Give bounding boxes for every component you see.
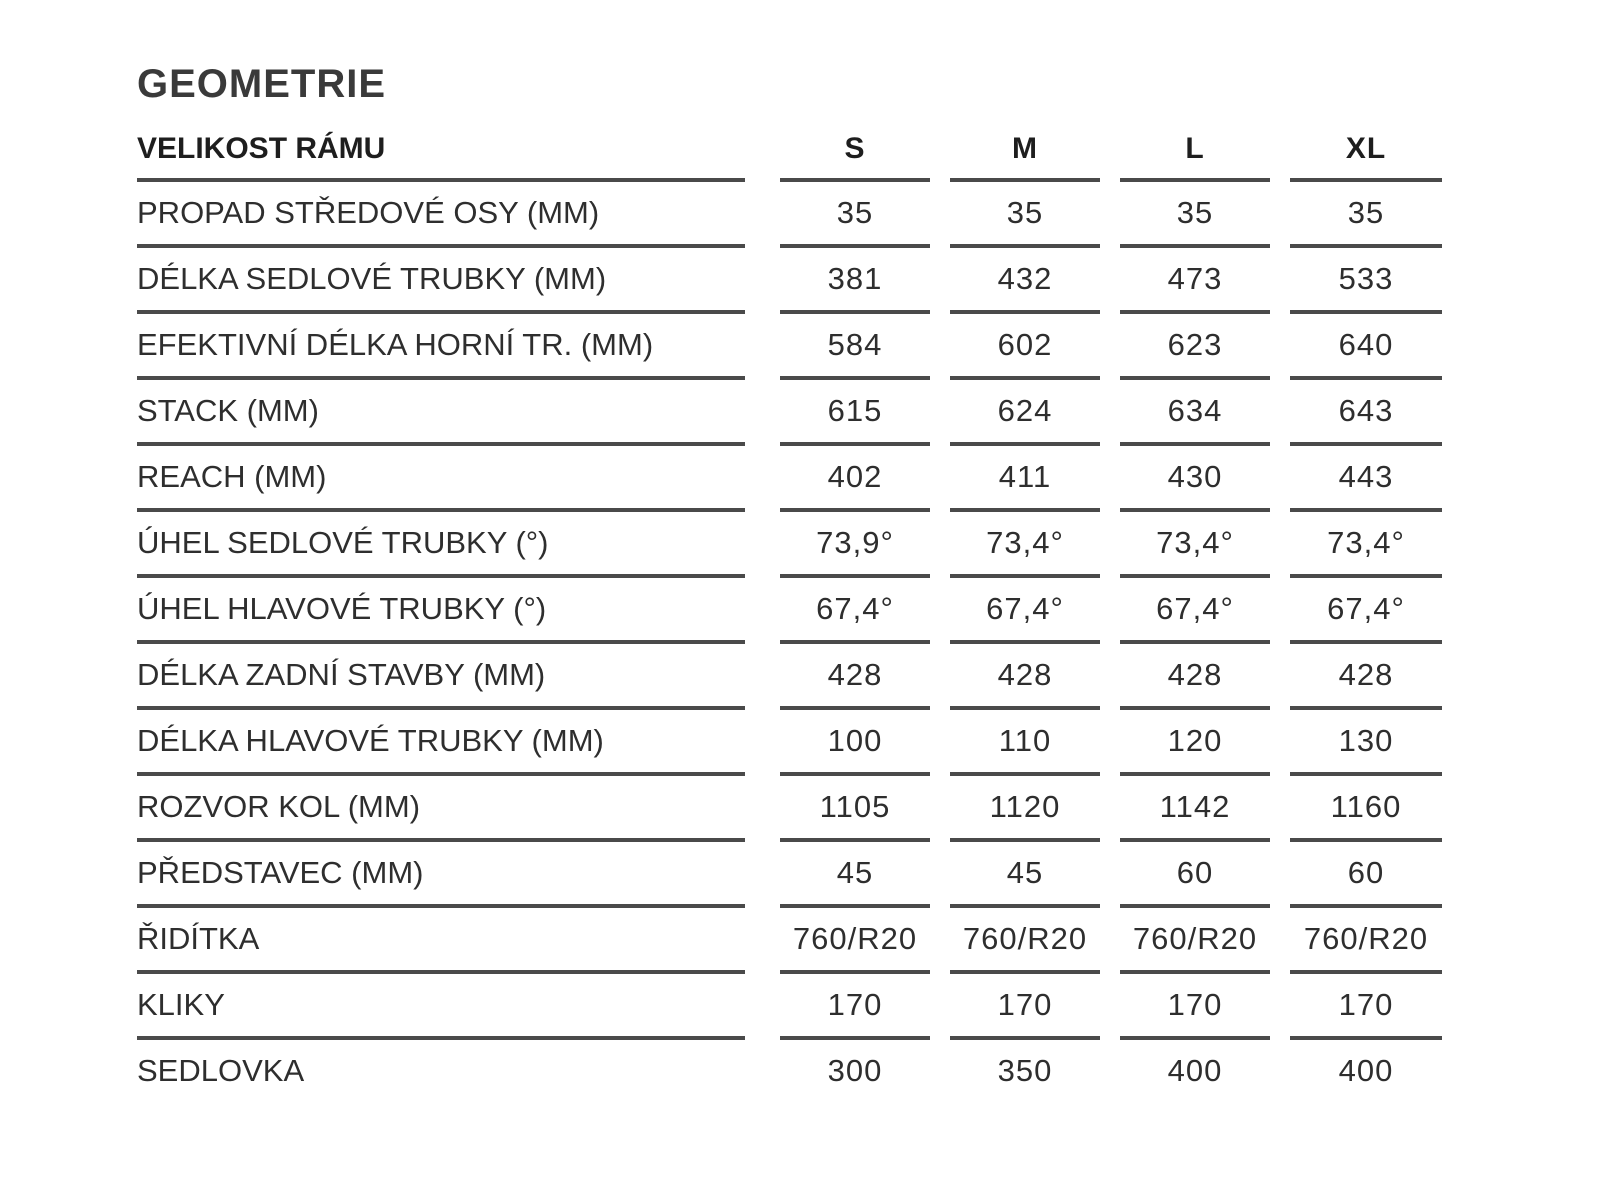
table-row [137, 974, 1450, 1040]
row-label: SEDLOVKA [137, 1053, 305, 1088]
cell-xl: 428 [1278, 644, 1450, 710]
cell-s: 300 [827, 1053, 883, 1088]
row-label: REACH (MM) [137, 446, 768, 512]
header-size-l: L [1108, 120, 1278, 182]
table-row [137, 644, 1450, 710]
table-row [137, 182, 1450, 248]
cell-m: 411 [938, 446, 1108, 512]
cell-m: 432 [938, 248, 1108, 314]
cell-l: 623 [1108, 314, 1278, 380]
header-frame-size-label: VELIKOST RÁMU [137, 120, 768, 182]
cell-xl: 67,4° [1278, 578, 1450, 644]
cell-s: 428 [768, 644, 938, 710]
cell-m: 350 [997, 1053, 1053, 1088]
table-row [137, 776, 1450, 842]
cell-m: 110 [938, 710, 1108, 776]
geometry-sheet [137, 58, 1450, 1106]
cell-xl: 643 [1278, 380, 1450, 446]
cell-m: 67,4° [938, 578, 1108, 644]
cell-xl: 443 [1278, 446, 1450, 512]
row-label: DÉLKA ZADNÍ STAVBY (MM) [137, 644, 768, 710]
cell-m: 624 [938, 380, 1108, 446]
cell-m: 602 [938, 314, 1108, 380]
cell-m: 170 [938, 974, 1108, 1040]
cell-l: 473 [1108, 248, 1278, 314]
cell-s: 170 [768, 974, 938, 1040]
cell-s: 73,9° [768, 512, 938, 578]
row-label: PROPAD STŘEDOVÉ OSY (MM) [137, 182, 768, 248]
cell-s: 760/R20 [768, 908, 938, 974]
table-row [137, 248, 1450, 314]
table-row [137, 380, 1450, 446]
row-label: EFEKTIVNÍ DÉLKA HORNÍ TR. (MM) [137, 314, 768, 380]
cell-xl: 130 [1278, 710, 1450, 776]
cell-s: 100 [768, 710, 938, 776]
cell-l: 1142 [1108, 776, 1278, 842]
cell-l: 760/R20 [1108, 908, 1278, 974]
cell-xl: 640 [1278, 314, 1450, 380]
row-label: ÚHEL HLAVOVÉ TRUBKY (°) [137, 578, 768, 644]
cell-l: 73,4° [1108, 512, 1278, 578]
cell-xl: 73,4° [1278, 512, 1450, 578]
cell-s: 1105 [768, 776, 938, 842]
table-row [137, 842, 1450, 908]
cell-s: 381 [768, 248, 938, 314]
cell-m: 428 [938, 644, 1108, 710]
row-label: PŘEDSTAVEC (MM) [137, 842, 768, 908]
cell-l: 67,4° [1108, 578, 1278, 644]
row-label: ROZVOR KOL (MM) [137, 776, 768, 842]
cell-s: 45 [768, 842, 938, 908]
row-label: ŘIDÍTKA [137, 908, 768, 974]
table-row [137, 314, 1450, 380]
table-row [137, 446, 1450, 512]
table-row [137, 1040, 1450, 1106]
cell-xl: 60 [1278, 842, 1450, 908]
page-title: GEOMETRIE [137, 62, 387, 106]
row-label: ÚHEL SEDLOVÉ TRUBKY (°) [137, 512, 768, 578]
cell-l: 170 [1108, 974, 1278, 1040]
cell-xl: 760/R20 [1278, 908, 1450, 974]
cell-l: 430 [1108, 446, 1278, 512]
cell-xl: 533 [1278, 248, 1450, 314]
cell-m: 1120 [938, 776, 1108, 842]
cell-xl: 170 [1278, 974, 1450, 1040]
cell-xl: 35 [1278, 182, 1450, 248]
cell-s: 35 [768, 182, 938, 248]
header-size-m: M [938, 120, 1108, 182]
table-row [137, 710, 1450, 776]
row-label: DÉLKA HLAVOVÉ TRUBKY (MM) [137, 710, 768, 776]
cell-s: 402 [768, 446, 938, 512]
table-body [137, 182, 1450, 1106]
table-header-row [137, 120, 1450, 182]
cell-l: 60 [1108, 842, 1278, 908]
cell-s: 67,4° [768, 578, 938, 644]
cell-l: 634 [1108, 380, 1278, 446]
table-row [137, 578, 1450, 644]
cell-l: 428 [1108, 644, 1278, 710]
row-label: DÉLKA SEDLOVÉ TRUBKY (MM) [137, 248, 768, 314]
cell-s: 615 [768, 380, 938, 446]
cell-l: 400 [1167, 1053, 1223, 1088]
cell-s: 584 [768, 314, 938, 380]
header-size-xl: XL [1278, 120, 1450, 182]
table-row [137, 908, 1450, 974]
cell-xl: 1160 [1278, 776, 1450, 842]
cell-m: 35 [938, 182, 1108, 248]
row-label: STACK (MM) [137, 380, 768, 446]
header-size-s: S [768, 120, 938, 182]
table-row [137, 512, 1450, 578]
cell-m: 73,4° [938, 512, 1108, 578]
row-label: KLIKY [137, 974, 768, 1040]
cell-xl: 400 [1338, 1053, 1394, 1088]
cell-m: 45 [938, 842, 1108, 908]
cell-m: 760/R20 [938, 908, 1108, 974]
cell-l: 35 [1108, 182, 1278, 248]
geometry-table [137, 120, 1450, 1106]
cell-l: 120 [1108, 710, 1278, 776]
